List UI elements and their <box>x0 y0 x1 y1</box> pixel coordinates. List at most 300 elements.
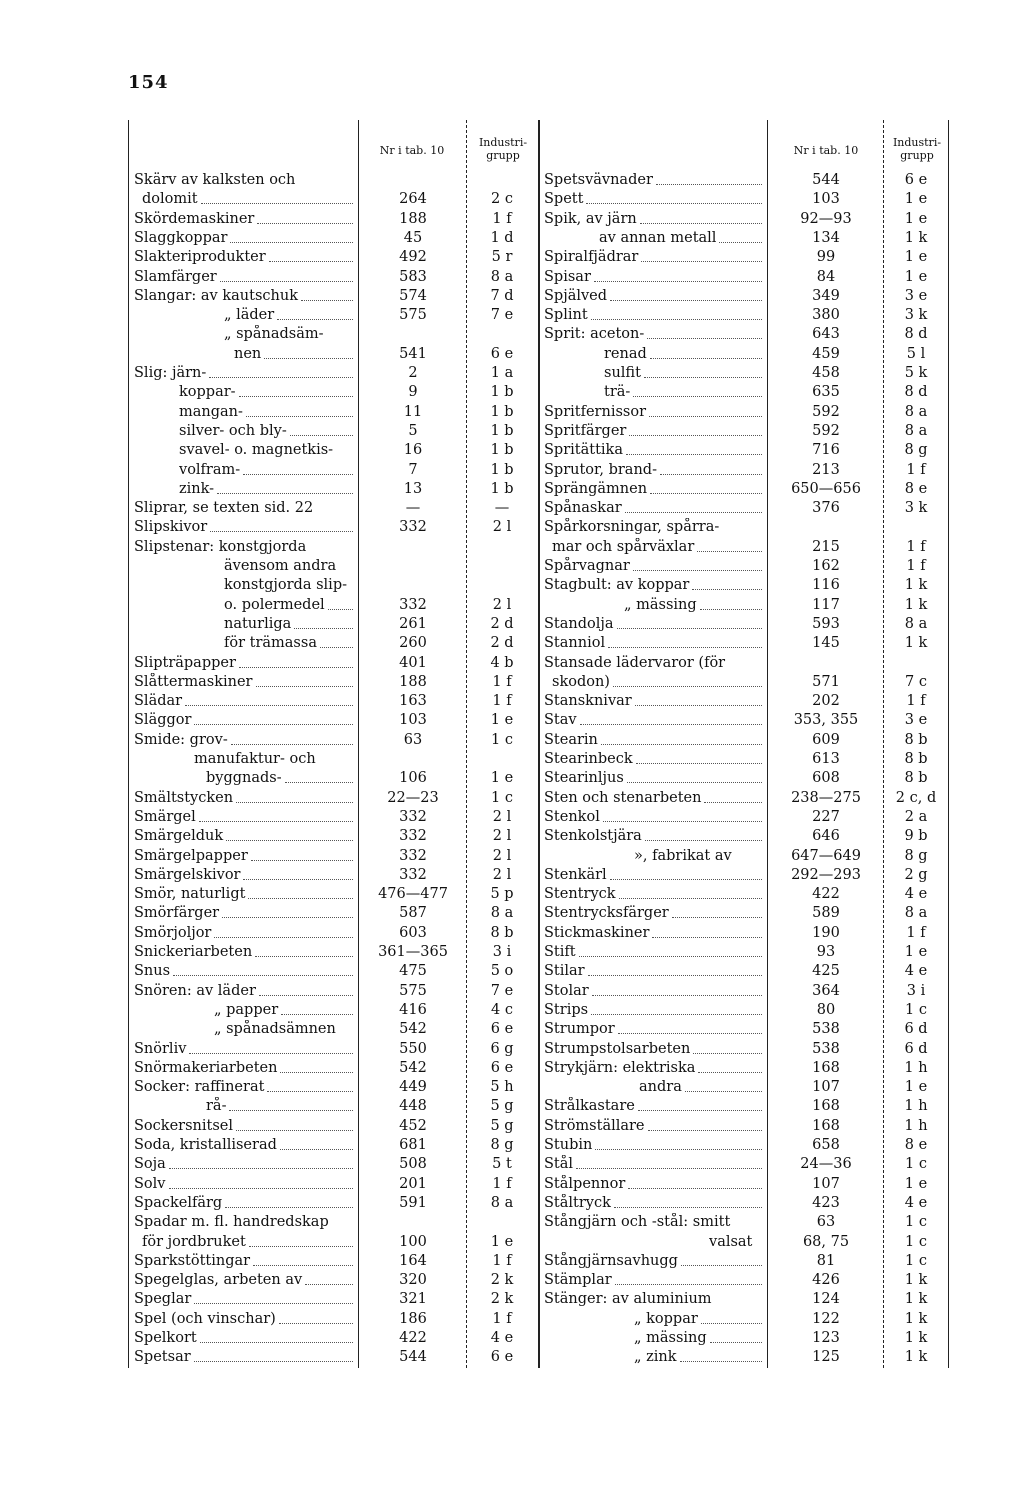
entry-text: Spiralfjädrar <box>544 249 639 266</box>
table-number: 168 <box>812 1117 840 1134</box>
leader-dots <box>601 731 762 745</box>
index-entry-label <box>544 480 765 499</box>
entry-text: Snus <box>134 963 171 980</box>
index-entry-label <box>544 461 765 480</box>
industry-group: 8 g <box>904 442 928 459</box>
entry-text: för jordbruket <box>142 1233 246 1250</box>
table-number: 508 <box>399 1156 427 1173</box>
table-number: 292—293 <box>791 866 861 883</box>
entry-text: „ spånadsäm- <box>224 326 324 343</box>
leader-dots <box>592 982 762 996</box>
index-row <box>0 557 1024 576</box>
leader-dots <box>610 866 762 880</box>
entry-text: dolomit <box>142 191 198 208</box>
index-entry-label <box>604 345 765 364</box>
leader-dots <box>633 557 762 571</box>
table-number: 11 <box>403 403 423 420</box>
index-entry-label <box>544 1213 765 1232</box>
table-number: 190 <box>812 924 840 941</box>
entry-text: Stagbult: av koppar <box>544 577 690 594</box>
table-number: 7 <box>408 461 418 478</box>
entry-text: mar och spårväxlar <box>552 538 695 555</box>
entry-text: Slåttermaskiner <box>134 673 253 690</box>
table-number: 550 <box>399 1040 427 1057</box>
table-number: 84 <box>816 268 836 285</box>
industry-group: 1 b <box>490 442 514 459</box>
table-number: 459 <box>812 345 840 362</box>
table-number: 201 <box>399 1175 427 1192</box>
industry-group: 1 d <box>490 229 514 246</box>
entry-text: Strips <box>544 1001 589 1018</box>
entry-text: Sparkstöttingar <box>134 1252 251 1269</box>
table-number: 592 <box>812 422 840 439</box>
industry-group: 1 b <box>490 480 514 497</box>
index-row <box>0 499 1024 518</box>
industry-group: 1 c <box>905 1156 927 1173</box>
index-row <box>0 1040 1024 1059</box>
table-number: 107 <box>812 1175 840 1192</box>
entry-text: trä- <box>604 384 631 401</box>
table-number: 589 <box>812 905 840 922</box>
industry-group: 7 d <box>490 287 514 304</box>
table-number: 542 <box>399 1021 427 1038</box>
table-number: 538 <box>812 1021 840 1038</box>
table-number: 422 <box>812 886 840 903</box>
index-entry-label <box>544 422 765 441</box>
index-row <box>0 403 1024 422</box>
index-entry-label <box>599 229 765 248</box>
index-entry-label <box>544 1136 765 1155</box>
table-number: 162 <box>812 558 840 574</box>
table-number: 122 <box>812 1310 840 1327</box>
industry-group: 8 b <box>904 731 928 748</box>
index-entry-label <box>544 634 765 653</box>
index-row <box>0 885 1024 904</box>
index-row <box>0 1097 1024 1116</box>
table-number: 376 <box>812 500 840 517</box>
industry-group: 2 g <box>904 866 928 883</box>
leader-dots <box>650 345 762 359</box>
industry-group: 1 k <box>904 635 928 652</box>
entry-text: Spetsvävnader <box>544 172 653 188</box>
industry-group: 4 c <box>491 1001 513 1018</box>
entry-text: Sprit: aceton- <box>544 326 645 343</box>
entry-text: Skärv av kalksten och <box>134 172 296 188</box>
leader-dots <box>628 1175 762 1189</box>
entry-text: Spårkorsningar, spårra- <box>544 519 720 536</box>
entry-text: skodon) <box>552 673 610 690</box>
entry-text: Stångjärnsavhugg <box>544 1252 678 1269</box>
industry-group: 1 f <box>492 210 512 227</box>
index-row <box>0 924 1024 943</box>
entry-text: Slipskivor <box>134 519 208 536</box>
index-entry-label <box>544 866 765 885</box>
index-row <box>0 1271 1024 1290</box>
index-entry-label <box>544 287 765 306</box>
index-row <box>0 364 1024 383</box>
table-number: 163 <box>399 693 427 710</box>
table-number: 401 <box>399 654 427 671</box>
industry-group: 2 l <box>492 847 512 864</box>
index-row <box>0 383 1024 402</box>
industry-group: 2 d <box>490 615 514 632</box>
index-row <box>0 692 1024 711</box>
industry-group: 9 b <box>904 828 928 845</box>
industry-group: 7 e <box>490 307 514 324</box>
industry-group: 5 h <box>490 1079 514 1096</box>
leader-dots <box>704 789 762 803</box>
table-number: 364 <box>812 982 840 999</box>
industry-group: 1 c <box>905 1001 927 1018</box>
entry-text: Smörjoljor <box>134 924 212 941</box>
table-number: 575 <box>399 982 427 999</box>
industry-group: 3 e <box>904 712 928 729</box>
entry-text: Slaggkoppar <box>134 229 228 246</box>
industry-group: 6 e <box>490 1059 514 1076</box>
leader-dots <box>636 750 762 764</box>
industry-group: 1 k <box>904 596 928 613</box>
industry-group: 1 b <box>490 384 514 401</box>
index-row <box>0 422 1024 441</box>
index-row <box>0 325 1024 344</box>
entry-text: Spelkort <box>134 1330 197 1346</box>
industry-group: 6 e <box>490 1349 514 1366</box>
table-number: 571 <box>812 673 840 690</box>
index-entry-label <box>544 962 765 981</box>
index-entry-label <box>544 210 765 229</box>
industry-group: 1 h <box>904 1059 928 1076</box>
table-number: 635 <box>812 384 840 401</box>
table-number: 213 <box>812 461 840 478</box>
industry-group: 4 e <box>904 1194 928 1211</box>
table-number: 643 <box>812 326 840 343</box>
index-row <box>0 171 1024 190</box>
leader-dots <box>608 634 762 648</box>
table-number: 188 <box>399 673 427 690</box>
entry-text: Spritfärger <box>544 422 627 439</box>
entry-text: Splint <box>544 307 588 324</box>
entry-text: Snören: av läder <box>134 982 256 999</box>
entry-text: Stålpennor <box>544 1175 626 1192</box>
leader-dots <box>647 325 762 339</box>
entry-text: Sliprar, se texten sid. 22 <box>134 500 314 517</box>
entry-text: Stift <box>544 944 576 960</box>
leader-dots <box>633 383 762 397</box>
index-row <box>0 190 1024 209</box>
table-number: 681 <box>399 1137 427 1153</box>
index-entry-label <box>544 924 765 943</box>
industry-group: 1 f <box>906 461 926 478</box>
leader-dots <box>685 1078 762 1092</box>
index-entry-label <box>544 557 765 576</box>
leader-dots <box>619 885 762 899</box>
leader-dots <box>692 576 762 590</box>
entry-text: valsat <box>709 1233 753 1250</box>
index-row <box>0 1117 1024 1136</box>
index-row <box>0 789 1024 808</box>
leader-dots <box>697 538 762 552</box>
entry-text: konstgjorda slip- <box>224 577 347 594</box>
header-nr-left: Nr i tab. 10 <box>379 144 445 157</box>
industry-group: 1 h <box>904 1098 928 1115</box>
entry-text: Smör, naturligt <box>134 886 246 903</box>
industry-group: 8 g <box>490 1137 514 1153</box>
entry-text: Stentrycksfärger <box>544 905 669 922</box>
table-number: 609 <box>812 731 840 748</box>
index-row <box>0 982 1024 1001</box>
index-entry-label <box>544 789 765 808</box>
table-number: 81 <box>816 1252 836 1269</box>
index-entry-label <box>624 596 765 615</box>
table-number: 332 <box>399 596 427 613</box>
leader-dots <box>701 1310 762 1324</box>
industry-group: 8 a <box>490 1194 514 1211</box>
industry-group: 3 k <box>904 307 928 324</box>
entry-text: silver- och bly- <box>179 422 287 439</box>
index-row <box>0 248 1024 267</box>
table-number: 574 <box>399 287 427 304</box>
entry-text: Släggor <box>134 712 192 729</box>
entry-text: andra <box>639 1079 682 1096</box>
index-entry-label <box>544 711 765 730</box>
table-number: 99 <box>816 249 836 266</box>
table-number: 168 <box>812 1098 840 1115</box>
entry-text: Snörmakeriarbeten <box>134 1059 278 1076</box>
entry-text: naturliga <box>224 615 292 632</box>
table-number: 492 <box>399 249 427 266</box>
index-row <box>0 615 1024 634</box>
table-number: 320 <box>399 1272 427 1289</box>
entry-text: Stolar <box>544 982 589 999</box>
entry-text: Stenkolstjära <box>544 828 642 845</box>
table-number: 608 <box>812 770 840 787</box>
table-number: 475 <box>399 963 427 980</box>
index-row <box>0 1310 1024 1329</box>
index-row <box>0 345 1024 364</box>
industry-group: 2 k <box>490 1291 514 1308</box>
index-row <box>0 441 1024 460</box>
table-number: — <box>405 500 421 517</box>
table-number: 476—477 <box>378 886 448 903</box>
entry-text: Smörfärger <box>134 905 220 922</box>
index-row <box>0 634 1024 653</box>
leader-dots <box>618 1020 762 1034</box>
table-number: 22—23 <box>387 789 439 806</box>
table-number: 647—649 <box>791 847 861 864</box>
table-number: 13 <box>403 480 423 497</box>
entry-text: Stångjärn och -stål: smitt <box>544 1214 731 1231</box>
industry-group: 1 f <box>492 693 512 710</box>
table-number: 583 <box>399 268 427 285</box>
industry-group: 1 e <box>490 770 514 787</box>
entry-text: Soda, kristalliserad <box>134 1137 277 1153</box>
index-row <box>0 847 1024 866</box>
table-number: 261 <box>399 615 427 632</box>
entry-text: Stentryck <box>544 886 616 903</box>
entry-text: Speglar <box>134 1291 192 1308</box>
entry-text: Stansknivar <box>544 693 632 710</box>
entry-text: Spånaskar <box>544 500 622 517</box>
entry-text: rå- <box>206 1098 227 1115</box>
entry-text: Stenkol <box>544 808 600 825</box>
table-number: 106 <box>399 770 427 787</box>
entry-text: Standolja <box>544 615 614 632</box>
leader-dots <box>698 1059 762 1073</box>
index-row <box>0 1348 1024 1367</box>
industry-group: 1 e <box>904 944 928 960</box>
index-entry-label <box>544 904 765 923</box>
table-number: 125 <box>812 1349 840 1366</box>
leader-dots <box>652 924 762 938</box>
entry-text: Sprutor, brand- <box>544 461 657 478</box>
index-entry-label <box>544 982 765 1001</box>
entry-text: Stansade lädervaror (för <box>544 654 726 671</box>
industry-group: 1 c <box>491 731 513 748</box>
table-number: 353, 355 <box>793 712 859 729</box>
table-number: 542 <box>399 1059 427 1076</box>
industry-group: 8 b <box>904 770 928 787</box>
industry-group: 1 k <box>904 229 928 246</box>
table-number: 238—275 <box>791 789 861 806</box>
table-number: 591 <box>399 1194 427 1211</box>
index-entry-label <box>544 1194 765 1213</box>
index-entry-label <box>634 1348 765 1367</box>
index-entry-label <box>544 654 765 673</box>
entry-text: Stearinljus <box>544 770 624 787</box>
leader-dots <box>579 943 762 957</box>
industry-group: 5 g <box>490 1098 514 1115</box>
leader-dots <box>638 1097 762 1111</box>
table-number: 538 <box>812 1040 840 1057</box>
entry-text: nen <box>234 345 262 362</box>
index-entry-label <box>544 441 765 460</box>
industry-group: 1 f <box>492 1175 512 1192</box>
entry-text: Stickmaskiner <box>544 924 650 941</box>
industry-group: 1 e <box>490 1233 514 1250</box>
entry-text: o. polermedel <box>224 596 325 613</box>
table-number: 5 <box>408 422 418 439</box>
table-number: 134 <box>812 229 840 246</box>
industry-group: 7 c <box>905 673 927 690</box>
leader-dots <box>681 1252 762 1266</box>
entry-text: Spett <box>544 191 584 208</box>
index-row <box>0 1252 1024 1271</box>
index-row <box>0 461 1024 480</box>
header-industri-right: Industri-grupp <box>892 136 942 162</box>
industry-group: 8 a <box>490 905 514 922</box>
leader-dots <box>591 306 762 320</box>
index-row <box>0 518 1024 537</box>
industry-group: 8 a <box>904 403 928 420</box>
index-row <box>0 866 1024 885</box>
industry-group: 1 f <box>906 924 926 941</box>
table-number: 423 <box>812 1194 840 1211</box>
index-entry-label <box>544 1155 765 1174</box>
industry-group: 1 b <box>490 422 514 439</box>
table-number: 416 <box>399 1001 427 1018</box>
index-entry-label <box>544 190 765 209</box>
industry-group: 1 e <box>904 249 928 266</box>
entry-text: sulfit <box>604 365 641 381</box>
leader-dots <box>615 1271 762 1285</box>
index-entry-label <box>544 518 765 537</box>
leader-dots <box>672 904 762 918</box>
index-entry-label <box>544 808 765 827</box>
industry-group: 5 t <box>492 1156 512 1173</box>
industry-group: 4 e <box>904 963 928 980</box>
entry-text: Strumpor <box>544 1021 615 1038</box>
index-entry-label <box>544 268 765 287</box>
index-row <box>0 1290 1024 1309</box>
index-entry-label <box>544 1097 765 1116</box>
index-entry-label <box>544 1040 765 1059</box>
table-number: 603 <box>399 924 427 941</box>
industry-group: 3 k <box>904 500 928 517</box>
entry-text: „ läder <box>224 307 275 324</box>
table-number: 63 <box>816 1214 836 1231</box>
index-entry-label <box>604 364 765 383</box>
entry-text: », fabrikat av <box>634 847 732 864</box>
leader-dots <box>626 441 762 455</box>
industry-group: 5 r <box>491 249 513 266</box>
industry-group: 4 e <box>490 1330 514 1346</box>
entry-text: Smärgelskivor <box>134 866 241 883</box>
leader-dots <box>613 673 762 687</box>
industry-group: 8 b <box>490 924 514 941</box>
industry-group: 2 l <box>492 596 512 613</box>
table-number: 16 <box>403 442 423 459</box>
industry-group: 8 e <box>904 1137 928 1153</box>
industry-group: 6 e <box>490 345 514 362</box>
industry-group: 3 i <box>906 982 926 999</box>
leader-dots <box>576 1155 762 1169</box>
entry-text: Slakteriprodukter <box>134 249 266 266</box>
table-number: 425 <box>812 963 840 980</box>
entry-text: „ mässing <box>624 596 697 613</box>
index-row <box>0 229 1024 248</box>
leader-dots <box>614 1194 762 1208</box>
table-number: 116 <box>812 577 840 594</box>
entry-text: Slamfärger <box>134 268 217 285</box>
industry-group: 2 k <box>490 1272 514 1289</box>
table-number: 103 <box>399 712 427 729</box>
entry-text: Smärgel <box>134 808 196 825</box>
industry-group: — <box>494 500 510 517</box>
table-number: 587 <box>399 905 427 922</box>
index-entry-label <box>544 1290 765 1309</box>
table-number: 107 <box>812 1079 840 1096</box>
leader-dots <box>680 1348 762 1362</box>
entry-text: Solv <box>134 1175 166 1192</box>
industry-group: 1 e <box>904 210 928 227</box>
index-entry-label <box>544 1001 765 1020</box>
index-row <box>0 1213 1024 1232</box>
leader-dots <box>650 480 762 494</box>
table-number: 215 <box>812 538 840 555</box>
leader-dots <box>635 692 762 706</box>
industry-group: 1 k <box>904 1310 928 1327</box>
entry-text: Slipträpapper <box>134 654 236 671</box>
table-number: 332 <box>399 847 427 864</box>
industry-group: 2 l <box>492 808 512 825</box>
index-entry-label <box>544 1117 765 1136</box>
entry-text: Stubin <box>544 1137 593 1153</box>
index-row <box>0 1194 1024 1213</box>
entry-text: Slädar <box>134 693 183 710</box>
index-row <box>0 480 1024 499</box>
entry-text: Slangar: av kautschuk <box>134 287 298 304</box>
table-number: 124 <box>812 1291 840 1308</box>
